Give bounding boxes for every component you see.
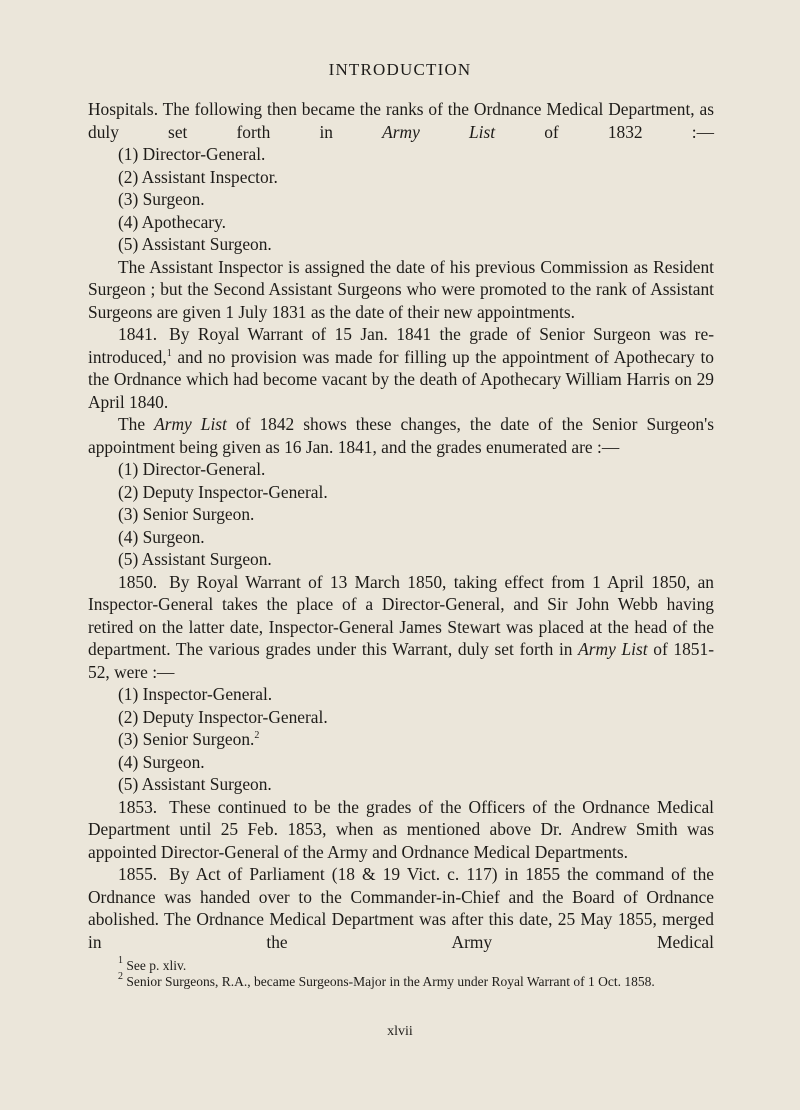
grade-list-1850	[88, 683, 714, 796]
paragraph	[88, 796, 714, 864]
running-head: INTRODUCTION	[328, 60, 472, 79]
list-item: (1) Director-General.	[118, 144, 266, 164]
list-item	[118, 751, 714, 774]
list-item	[118, 728, 714, 751]
text-run: By Act of Parliament (18 & 19 Vict. c. 117) in 1855 the command of the Ordnance was handed over to the Commander-in-Chief and the Board of Ordnance abolished. The Ordnance Medical Department was after this date, 25 May 1855, merged in the Army Medical	[88, 864, 714, 952]
paragraph	[88, 863, 714, 953]
list-item: (4) Surgeon.	[118, 526, 205, 547]
list-item: (4) Apothecary.	[118, 211, 227, 232]
list-item: (3) Senior Surgeon.	[118, 504, 255, 524]
list-item	[118, 683, 714, 706]
paragraph	[88, 323, 714, 413]
paragraph	[88, 98, 714, 143]
footnote	[102, 955, 714, 974]
list-item	[118, 773, 714, 796]
text-run: (3) Senior Surgeon.	[118, 729, 255, 749]
year-heading: 1853.	[118, 796, 158, 817]
text-run: of 1842 shows these changes, the date of the Senior Surgeon's appointment being given as 16 Jan. 1841, and the grades enumerated are :—	[88, 414, 714, 457]
year-heading: 1841.	[118, 324, 158, 344]
text-run: (2) Deputy Inspector-General.	[118, 706, 328, 727]
list-item: (2) Assistant Inspector.	[118, 166, 278, 187]
text-run: The	[118, 414, 155, 434]
text-run: and no provision was made for filling up the appointment of Apothecary to the Ordnance which had become vacant by the death of Apothecary William Harris on 29 April 1840.	[88, 346, 714, 412]
paragraph	[88, 571, 714, 684]
text-run: (5) Assistant Surgeon.	[118, 774, 272, 794]
footnote-text: See p. xliv.	[123, 958, 187, 973]
text-run: (4) Surgeon.	[118, 751, 205, 772]
footnote	[102, 971, 714, 990]
text-run: Hospitals. The following then became the ranks of the Ordnance Medical Department, as duly set forth in	[88, 99, 714, 142]
list-item: (3) Surgeon.	[118, 189, 205, 209]
year-heading: 1855.	[118, 864, 158, 884]
list-item	[118, 706, 714, 729]
body-text	[88, 98, 714, 953]
footnote-text: Senior Surgeons, R.A., became Surgeons-Major in the Army under Royal Warrant of 1 Oct. 1858.	[123, 974, 655, 989]
list-item: (5) Assistant Surgeon.	[118, 234, 272, 254]
footnote-mark: 2	[118, 971, 123, 982]
text-run: By Royal Warrant of 15 Jan. 1841 the grade of Senior Surgeon was re-introduced,	[88, 324, 714, 367]
book-title: Army List	[578, 639, 648, 659]
text-run: of 1851-52, were :—	[88, 639, 714, 682]
grade-list-1832	[88, 143, 714, 256]
book-title: Army List	[382, 121, 496, 142]
paragraph	[88, 413, 714, 458]
paragraph: The Assistant Inspector is assigned the date of his previous Commission as Resident Surgeon ; but the Second Assistant Surgeons who were promoted to the rank of Assistant Surgeons are given 1 July 1831 as the date of their new appointments.	[88, 256, 714, 322]
footnote-ref: 1	[166, 347, 172, 359]
text-run: These continued to be the grades of the Officers of the Ordnance Medical Department until 25 Feb. 1853, when as mentioned above Dr. Andrew Smith was appointed Director-General of the Army and Ordnance Medical Departments.	[88, 796, 714, 862]
text-run: By Royal Warrant of 13 March 1850, taking effect from 1 April 1850, an Inspector-General takes the place of a Director-General, and Sir John Webb having retired on the latter date, Inspector-General James Stewart was placed at the head of the department. The various grades under this Warrant, duly set forth in	[88, 571, 714, 659]
list-item: (1) Director-General.	[118, 459, 266, 479]
year-heading: 1850.	[118, 571, 158, 592]
footnotes	[102, 955, 714, 990]
page-number: xlvii	[387, 1024, 413, 1039]
book-title: Army List	[154, 414, 227, 434]
footnote-mark: 1	[118, 955, 123, 966]
text-run: (1) Inspector-General.	[118, 684, 273, 704]
footnote-ref: 2	[254, 730, 260, 741]
list-item: (5) Assistant Surgeon.	[118, 549, 272, 569]
grade-list-1842	[88, 458, 714, 571]
text-run: of 1832 :—	[495, 121, 714, 142]
list-item: (2) Deputy Inspector-General.	[118, 481, 328, 502]
